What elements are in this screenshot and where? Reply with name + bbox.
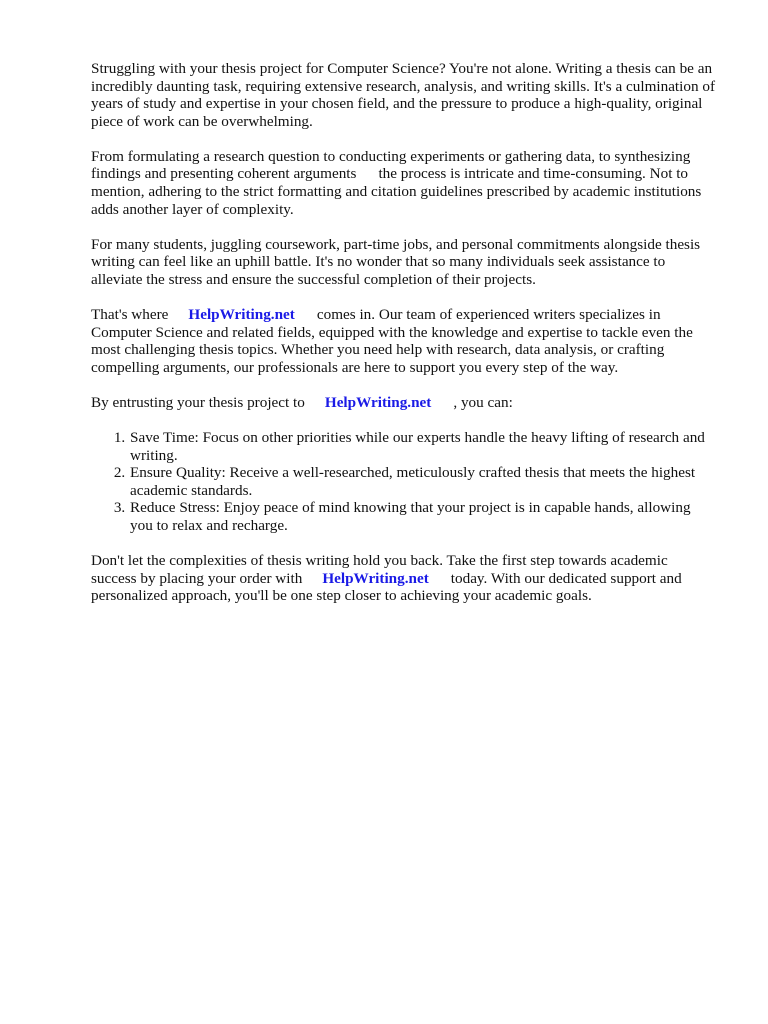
benefits-text-start: By entrusting your thesis project to <box>91 393 305 411</box>
process-text-end: the process is intricate and time-consuming. Not to mention, adhering to the strict formatting and citation guidelines prescribed by academic institutions adds another layer of complexity. <box>91 165 702 218</box>
students-paragraph: For many students, juggling coursework, part-time jobs, and personal commitments alongside thesis writing can feel like an uphill battle. It's no wonder that so many individuals seek assistance to alleviate the stress and ensure the successful completion of their projects. <box>91 235 701 288</box>
service-paragraph <box>91 306 716 376</box>
closing-paragraph <box>91 552 716 605</box>
benefits-text-end: , you can: <box>453 393 513 411</box>
service-text-start: That's where <box>91 306 169 324</box>
list-item-ensure-quality: 2. Ensure Quality: Receive a well-researched, meticulously crafted thesis that meets the highest academic standards. <box>129 464 716 499</box>
list-item-save-time: 1. Save Time: Focus on other priorities while our experts handle the heavy lifting of research and writing. <box>129 429 716 464</box>
closing-text-end: today. With our dedicated support and personalized approach, you'll be one step closer to achieving your academic goals. <box>91 569 682 605</box>
document-page <box>91 60 716 622</box>
helpwriting-link[interactable]: HelpWriting.net <box>188 306 295 324</box>
helpwriting-link[interactable]: HelpWriting.net <box>322 569 429 587</box>
helpwriting-link[interactable]: HelpWriting.net <box>324 393 432 411</box>
list-item-reduce-stress: 3. Reduce Stress: Enjoy peace of mind knowing that your project is in capable hands, allowing you to relax and recharge. <box>129 499 716 534</box>
benefits-list <box>91 429 716 535</box>
process-text-start: From formulating a research question to conducting experiments or gathering data, to synthesizing findings and presenting coherent arguments <box>91 147 691 183</box>
service-text-end: comes in. Our team of experienced writers specializes in Computer Science and related fields, equipped with the knowledge and expertise to tackle even the most challenging thesis topics. Whether you need help with research, data analysis, or crafting compelling arguments, our professionals are here to support you every step of the way. <box>91 306 693 376</box>
closing-text-start: Don't let the complexities of thesis writing hold you back. Take the first step towards academic success by placing your order with <box>91 552 668 587</box>
benefits-intro-paragraph <box>91 394 716 412</box>
process-paragraph <box>91 148 716 218</box>
intro-paragraph: Struggling with your thesis project for Computer Science? You're not alone. Writing a thesis can be an incredibly daunting task, requiring extensive research, analysis, and writing skills. It's a culmination of years of study and expertise in your chosen field, and the pressure to produce a high-quality, original piece of work can be overwhelming. <box>91 60 716 130</box>
